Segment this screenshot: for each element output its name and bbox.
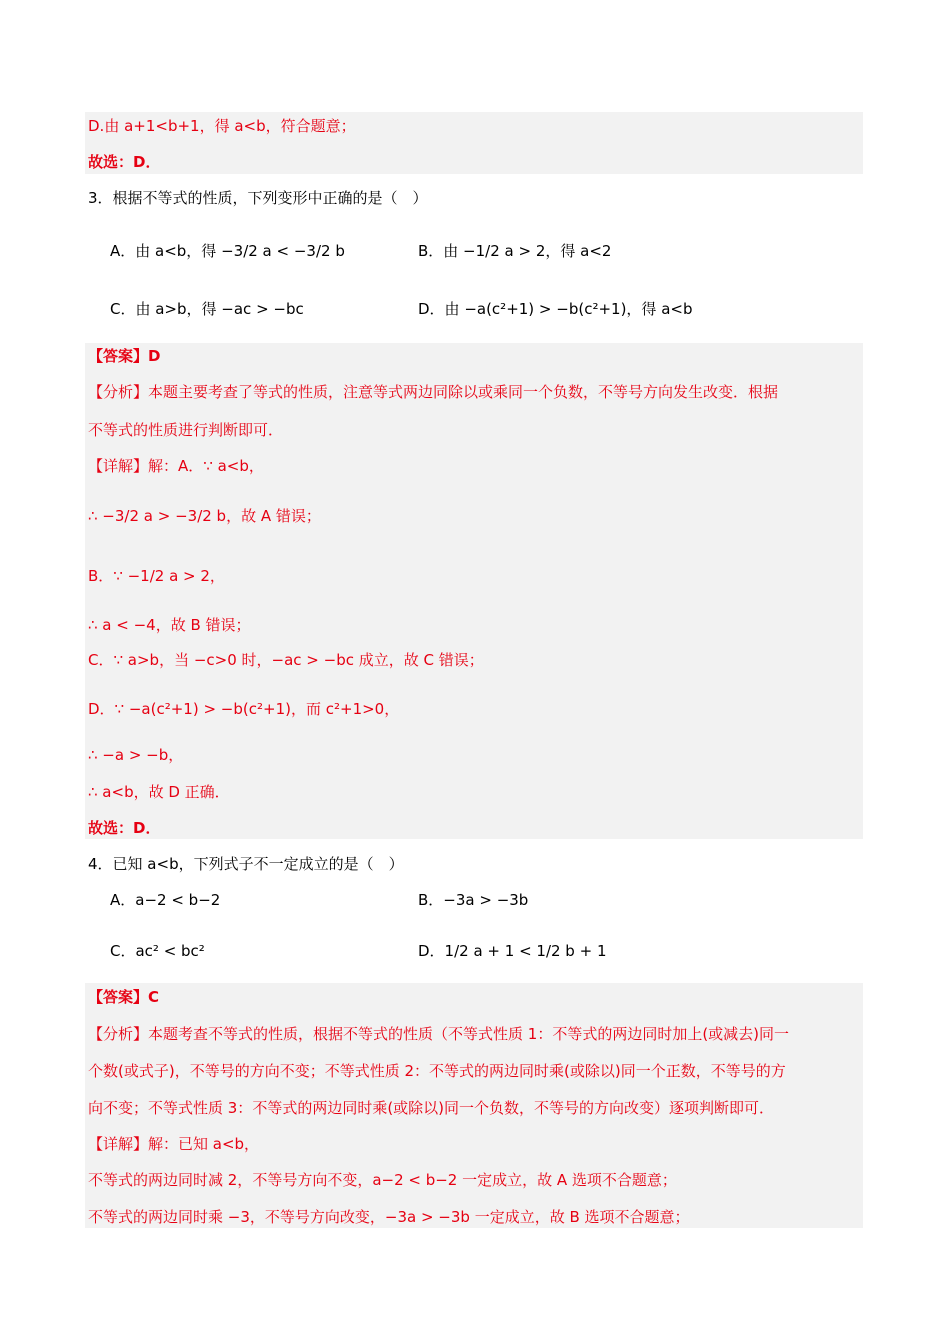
- q4-analysis-line-1: 【分析】本题考查不等式的性质，根据不等式的性质（不等式性质 1：不等式的两边同时加上(或减去)同一: [88, 1025, 790, 1043]
- q4-option-a: A．a−2 < b−2: [110, 891, 221, 909]
- q3-option-c: C．由 a>b，得 −ac > −bc: [110, 300, 304, 318]
- q4-detail-1: 【详解】解：已知 a<b，: [88, 1135, 260, 1153]
- q3-analysis-line-2: 不等式的性质进行判断即可．: [88, 421, 284, 439]
- answer-box-q3: [85, 343, 863, 839]
- q4-option-b: B．−3a > −3b: [418, 891, 529, 909]
- q3-option-b: B．由 −1/2 a > 2，得 a<2: [418, 242, 612, 260]
- q4-option-c: C．ac² < bc²: [110, 942, 205, 960]
- q4-analysis-line-3: 向不变；不等式性质 3：不等式的两边同时乘(或除以)同一个负数，不等号的方向改变）逐项判断即可．: [88, 1099, 775, 1117]
- q3-option-d: D．由 −a(c²+1) > −b(c²+1)，得 a<b: [418, 300, 693, 318]
- q4-detail-3: 不等式的两边同时乘 −3，不等号方向改变，−3a > −3b 一定成立，故 B 选项不合题意；: [88, 1208, 690, 1226]
- q3-detail-7: ∴ −a > −b，: [88, 746, 184, 764]
- q4-analysis-line-2: 个数(或式子)，不等号的方向不变；不等式性质 2：不等式的两边同时乘(或除以)同一个正数，不等号的方: [88, 1062, 786, 1080]
- q2-d-line: D.由 a+1<b+1，得 a<b，符合题意；: [88, 117, 356, 135]
- q3-analysis-line-1: 【分析】本题主要考查了等式的性质，注意等式两边同除以或乘同一个负数，不等号方向发生改变．根据: [88, 383, 779, 401]
- q3-detail-4: ∴ a < −4，故 B 错误；: [88, 616, 251, 634]
- q3-stem: 3．根据不等式的性质，下列变形中正确的是（ ）: [88, 189, 428, 207]
- q3-answer: 【答案】D: [88, 347, 161, 365]
- q3-detail-2: ∴ −3/2 a > −3/2 b，故 A 错误；: [88, 507, 321, 525]
- q4-stem: 4．已知 a<b，下列式子不一定成立的是（ ）: [88, 855, 404, 873]
- q4-answer: 【答案】C: [88, 988, 160, 1006]
- q3-detail-9: 故选：D．: [88, 819, 161, 837]
- q3-detail-8: ∴ a<b，故 D 正确．: [88, 783, 230, 801]
- q3-option-a: A．由 a<b，得 −3/2 a < −3/2 b: [110, 242, 345, 260]
- q4-detail-2: 不等式的两边同时减 2，不等号方向不变，a−2 < b−2 一定成立，故 A 选项不合题意；: [88, 1171, 677, 1189]
- q4-option-d: D．1/2 a + 1 < 1/2 b + 1: [418, 942, 607, 960]
- q2-choice: 故选：D．: [88, 153, 161, 171]
- q3-detail-3: B．∵ −1/2 a > 2，: [88, 567, 225, 585]
- q3-detail-6: D．∵ −a(c²+1) > −b(c²+1)，而 c²+1>0，: [88, 700, 400, 718]
- q3-detail-1: 【详解】解：A．∵ a<b，: [88, 457, 264, 475]
- q3-detail-5: C．∵ a>b，当 −c>0 时，−ac > −bc 成立，故 C 错误；: [88, 651, 484, 669]
